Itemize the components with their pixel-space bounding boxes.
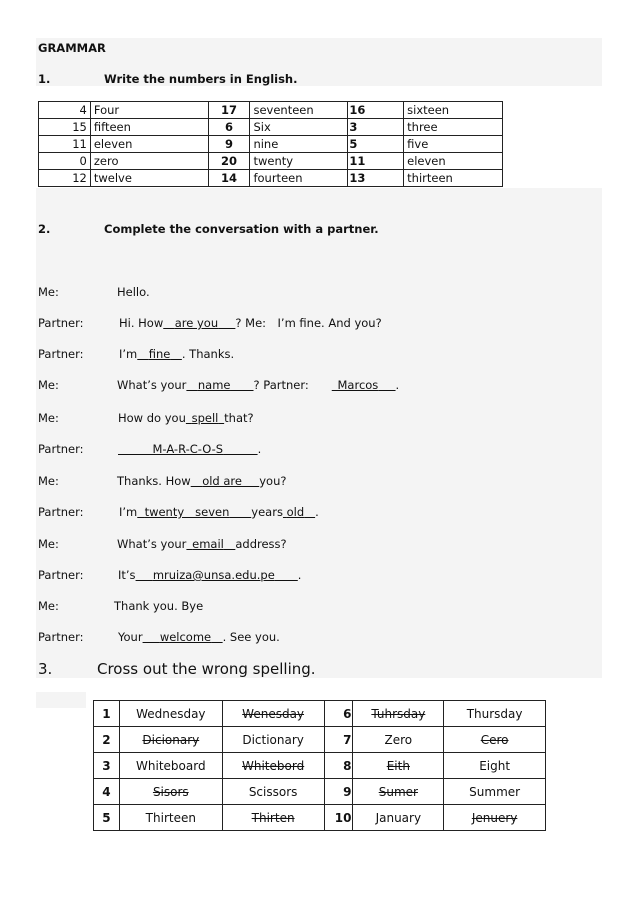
number-cell: 20 xyxy=(208,153,250,170)
number-cell: 9 xyxy=(208,136,250,153)
line-text: M-A-R-C-O-S . xyxy=(118,442,261,456)
number-cell: 6 xyxy=(324,701,353,727)
line-text: Hello. xyxy=(117,285,150,299)
number-cell: 10 xyxy=(324,805,353,831)
word-cell: Zero xyxy=(353,727,444,753)
table-row xyxy=(94,805,546,831)
word-cell: nine xyxy=(250,136,348,153)
answer-blank: old xyxy=(286,505,305,519)
speaker: Partner: xyxy=(38,630,84,644)
line-text: I’m fine . Thanks. xyxy=(119,347,235,361)
number-cell: 15 xyxy=(39,119,91,136)
number-cell: 2 xyxy=(94,727,120,753)
answer-blank: M-A-R-C-O-S xyxy=(152,442,224,456)
word-cell: twelve xyxy=(90,170,208,187)
word-cell: three xyxy=(404,119,503,136)
table-row xyxy=(94,727,546,753)
word-cell: Thirteen xyxy=(119,805,222,831)
section1-number: 1. xyxy=(38,72,51,86)
line-text: What’s your name ? Partner: Marcos . xyxy=(117,378,400,392)
number-cell: 17 xyxy=(208,102,250,119)
crossed-word-cell: Whitebord xyxy=(222,753,324,779)
answer-blank: twenty seven xyxy=(144,505,230,519)
speaker: Me: xyxy=(38,474,59,488)
answer-blank: are you xyxy=(174,316,219,330)
table-row xyxy=(39,136,503,153)
number-cell: 11 xyxy=(39,136,91,153)
number-cell: 8 xyxy=(324,753,353,779)
number-cell: 3 xyxy=(94,753,120,779)
number-cell: 4 xyxy=(39,102,91,119)
speaker: Me: xyxy=(38,599,59,613)
word-cell: five xyxy=(404,136,503,153)
answer-blank: Marcos xyxy=(337,378,379,392)
speaker: Partner: xyxy=(38,568,84,582)
answer-blank: old are xyxy=(202,474,242,488)
crossed-word-cell: Tuhrsday xyxy=(353,701,444,727)
word-cell: Four xyxy=(90,102,208,119)
word-cell: eleven xyxy=(90,136,208,153)
line-text: Your welcome . See you. xyxy=(118,630,280,644)
number-cell: 3 xyxy=(348,119,404,136)
crossed-word-cell: Sumer xyxy=(353,779,444,805)
line-part: Hi. How xyxy=(119,316,164,330)
line-text: Thanks. How old are you? xyxy=(117,474,287,488)
answer-blank: fine xyxy=(148,347,171,361)
word-cell: Scissors xyxy=(222,779,324,805)
word-cell: January xyxy=(353,805,444,831)
number-cell: 9 xyxy=(324,779,353,805)
crossed-word-cell: Dicionary xyxy=(119,727,222,753)
word-cell: fourteen xyxy=(250,170,348,187)
table-row xyxy=(94,701,546,727)
word-cell: Eight xyxy=(444,753,546,779)
section1-title: Write the numbers in English. xyxy=(104,72,298,86)
word-cell: Thursday xyxy=(444,701,546,727)
line-text xyxy=(119,316,382,330)
word-cell: Summer xyxy=(444,779,546,805)
word-cell: eleven xyxy=(404,153,503,170)
line-part: ? Me: xyxy=(235,316,267,330)
answer-blank: mruiza@unsa.edu.pe xyxy=(152,568,275,582)
number-cell: 5 xyxy=(94,805,120,831)
number-cell: 12 xyxy=(39,170,91,187)
table-row xyxy=(39,102,503,119)
number-cell: 11 xyxy=(348,153,404,170)
speaker: Me: xyxy=(38,411,59,425)
number-cell: 4 xyxy=(94,779,120,805)
line-text: What’s your email address? xyxy=(117,537,287,551)
word-cell: fifteen xyxy=(90,119,208,136)
answer-blank: email xyxy=(192,537,224,551)
table-row xyxy=(94,753,546,779)
section3-number: 3. xyxy=(38,660,53,678)
line-text: I’m twenty seven years old . xyxy=(119,505,319,519)
word-cell: sixteen xyxy=(404,102,503,119)
number-cell: 1 xyxy=(94,701,120,727)
number-cell: 5 xyxy=(348,136,404,153)
page-heading: GRAMMAR xyxy=(38,41,106,55)
crossed-word-cell: Thirten xyxy=(222,805,324,831)
word-cell: zero xyxy=(90,153,208,170)
crossed-word-cell: Sisors xyxy=(119,779,222,805)
word-cell: Whiteboard xyxy=(119,753,222,779)
line-text: How do you spell that? xyxy=(118,411,254,425)
speaker: Me: xyxy=(38,537,59,551)
speaker: Partner: xyxy=(38,347,84,361)
table-row xyxy=(94,779,546,805)
number-cell: 16 xyxy=(348,102,404,119)
word-cell: Six xyxy=(250,119,348,136)
speaker: Partner: xyxy=(38,505,84,519)
small-band xyxy=(36,692,86,708)
table-row xyxy=(39,170,503,187)
answer-blank: name xyxy=(197,378,231,392)
answer-blank: welcome xyxy=(159,630,212,644)
section3-title: Cross out the wrong spelling. xyxy=(97,660,316,678)
number-cell: 14 xyxy=(208,170,250,187)
speaker: Partner: xyxy=(38,316,84,330)
line-text: It’s mruiza@unsa.edu.pe . xyxy=(118,568,302,582)
table-row xyxy=(39,119,503,136)
numbers-table xyxy=(38,101,503,187)
word-cell: seventeen xyxy=(250,102,348,119)
line-part: I’m fine. And you? xyxy=(277,316,382,330)
crossed-word-cell: Jenuery xyxy=(444,805,546,831)
spelling-table xyxy=(93,700,546,831)
section2-title: Complete the conversation with a partner. xyxy=(104,222,379,236)
answer-blank: spell xyxy=(191,411,219,425)
speaker: Me: xyxy=(38,285,59,299)
speaker: Partner: xyxy=(38,442,84,456)
table-row xyxy=(39,153,503,170)
number-cell: 6 xyxy=(208,119,250,136)
number-cell: 0 xyxy=(39,153,91,170)
number-cell: 13 xyxy=(348,170,404,187)
crossed-word-cell: Eith xyxy=(353,753,444,779)
word-cell: thirteen xyxy=(404,170,503,187)
speaker: Me: xyxy=(38,378,59,392)
word-cell: Dictionary xyxy=(222,727,324,753)
word-cell: Wednesday xyxy=(119,701,222,727)
crossed-word-cell: Wenesday xyxy=(222,701,324,727)
crossed-word-cell: Cero xyxy=(444,727,546,753)
section2-number: 2. xyxy=(38,222,51,236)
number-cell: 7 xyxy=(324,727,353,753)
word-cell: twenty xyxy=(250,153,348,170)
line-text: Thank you. Bye xyxy=(114,599,204,613)
